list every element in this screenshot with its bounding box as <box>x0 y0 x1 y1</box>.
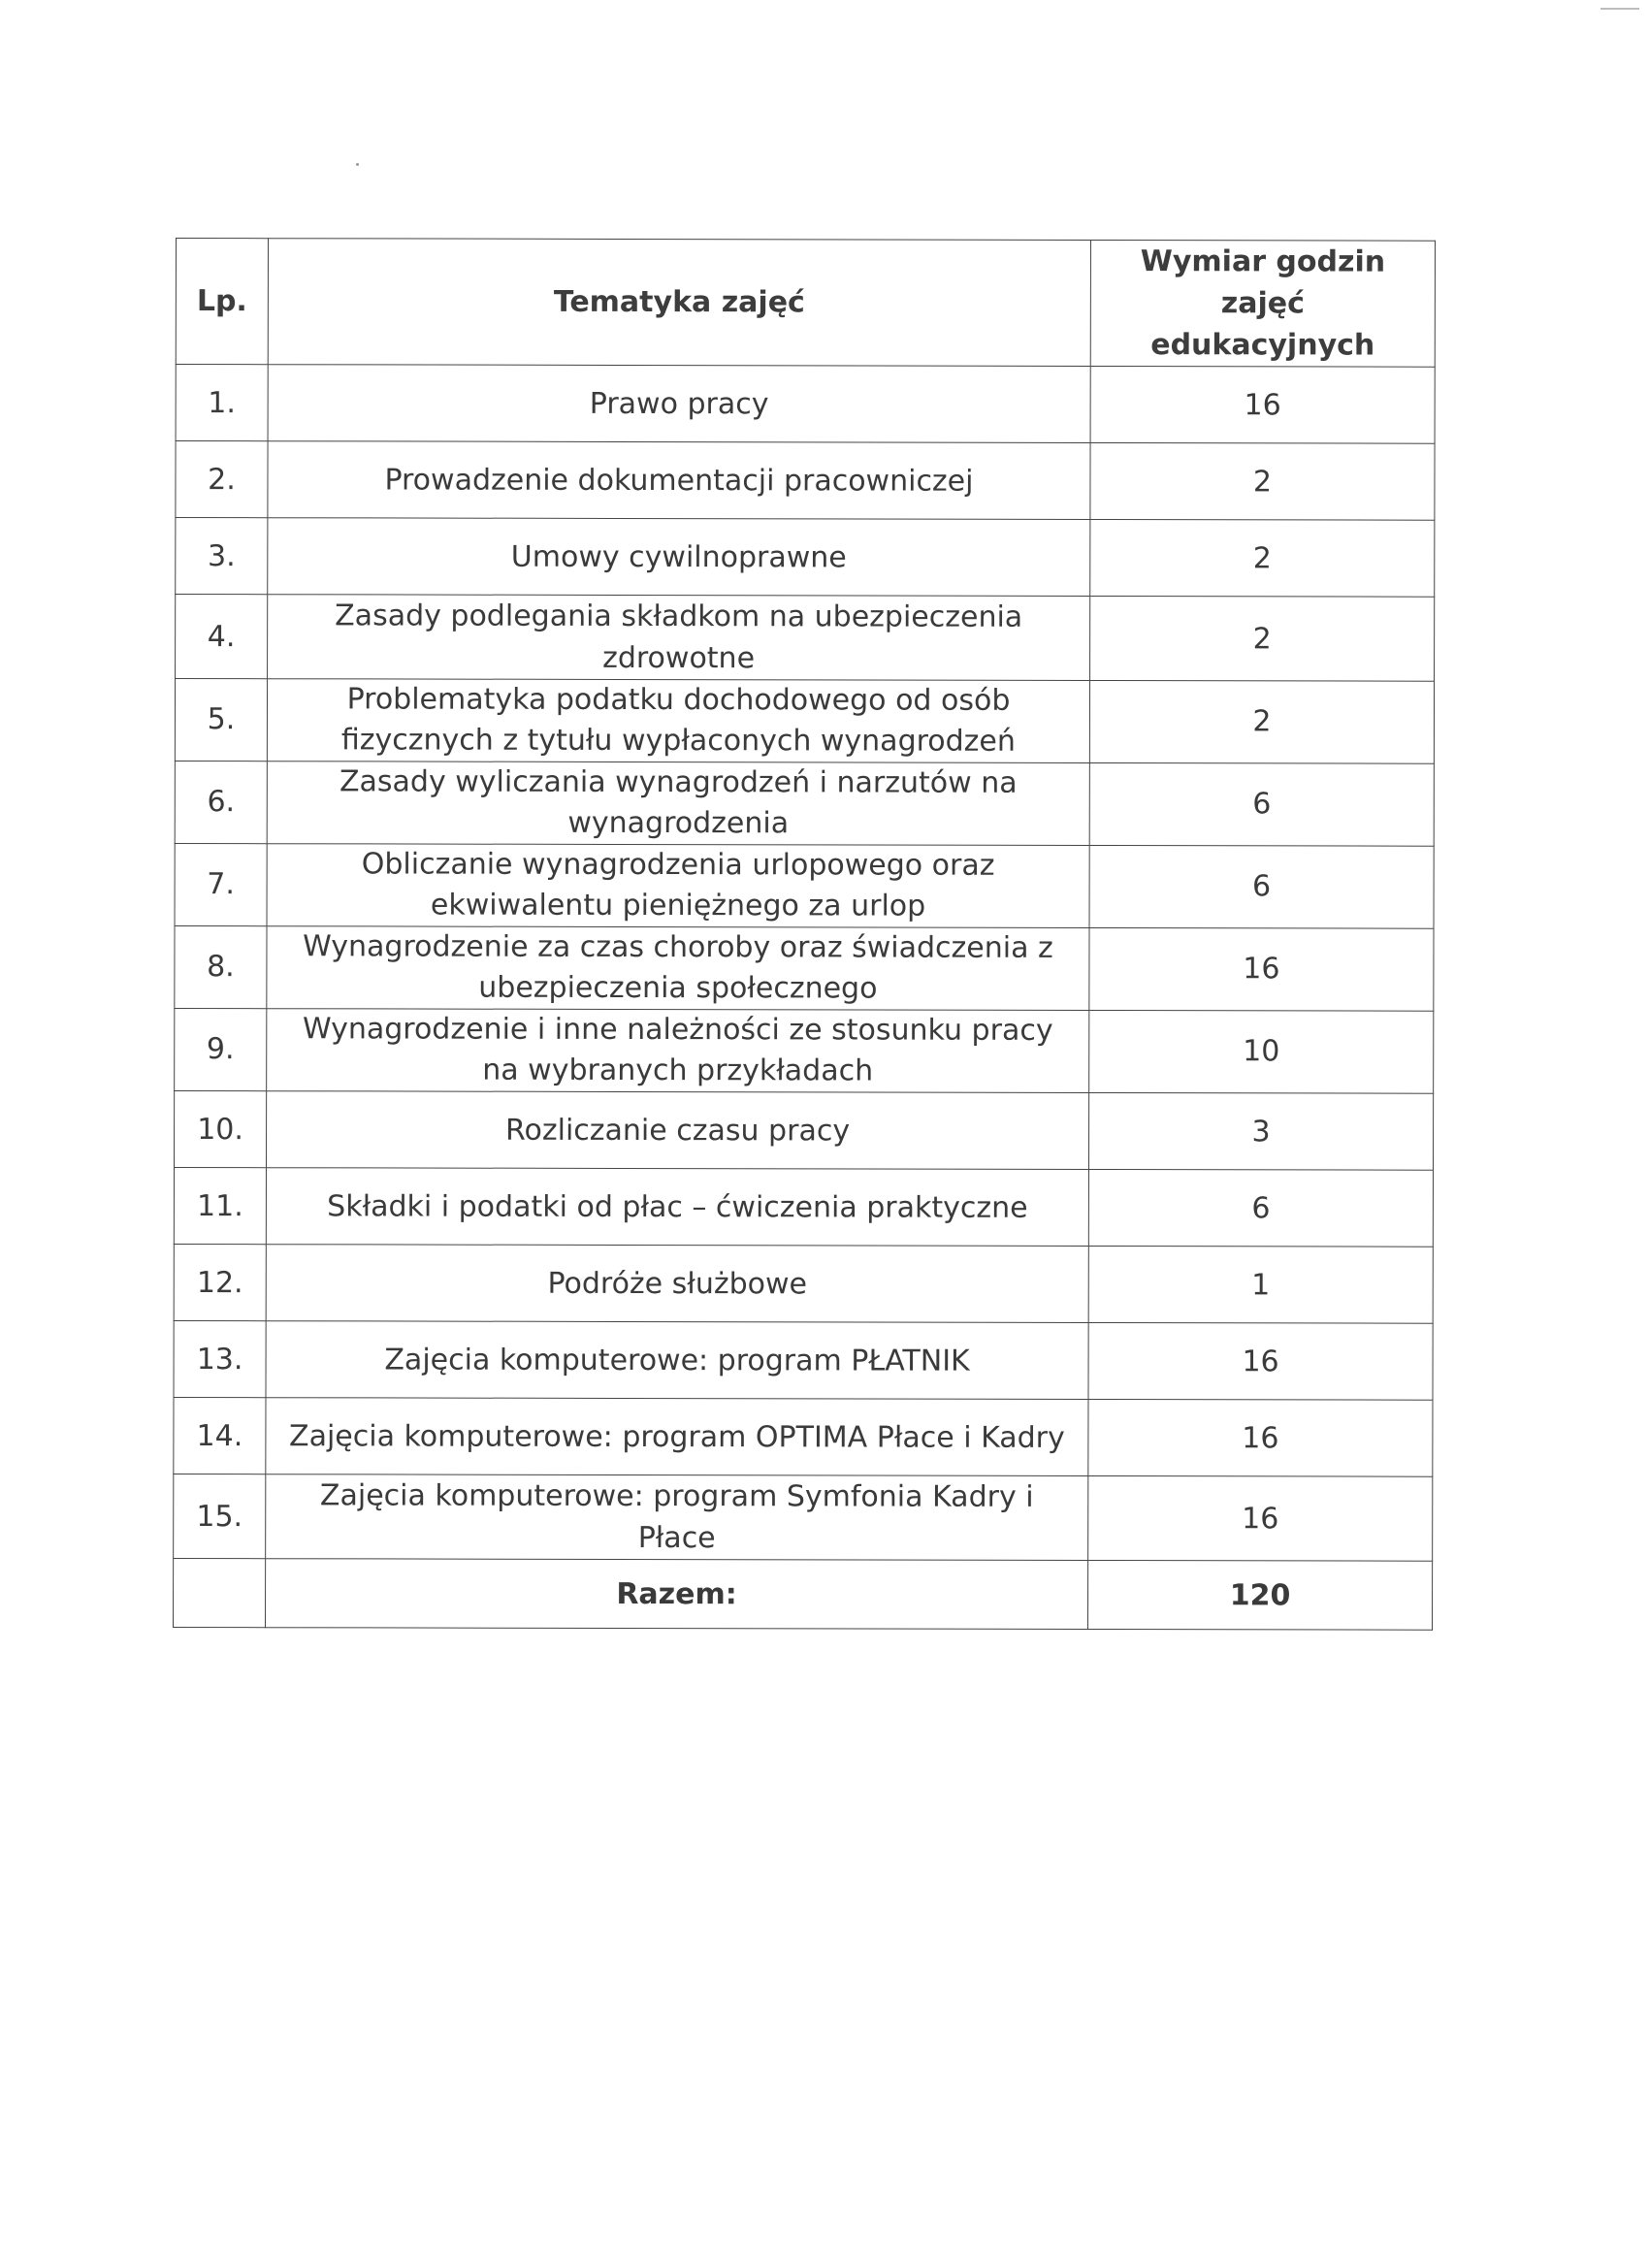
header-lp: Lp. <box>176 239 268 365</box>
row-topic: Wynagrodzenie i inne należności ze stosunku pracy na wybranych przykładach <box>267 1009 1089 1093</box>
row-hours: 16 <box>1088 1322 1433 1400</box>
row-number: 5. <box>175 679 267 761</box>
row-topic: Składki i podatki od płac – ćwiczenia praktyczne <box>266 1168 1088 1247</box>
table-row <box>174 1167 1433 1247</box>
total-hours: 120 <box>1087 1560 1432 1630</box>
row-hours: 2 <box>1089 680 1434 763</box>
table-row <box>174 1244 1433 1323</box>
row-topic: Prowadzenie dokumentacji pracowniczej <box>268 441 1090 520</box>
row-topic: Podróże służbowe <box>266 1245 1088 1323</box>
header-topic: Tematyka zajęć <box>268 239 1090 367</box>
row-hours: 1 <box>1088 1246 1433 1323</box>
row-number: 4. <box>176 595 268 679</box>
table-row <box>175 843 1434 928</box>
row-topic: Wynagrodzenie za czas choroby oraz świadczenia z ubezpieczenia społecznego <box>267 926 1089 1011</box>
table-row <box>174 1474 1433 1561</box>
row-hours: 3 <box>1088 1092 1433 1170</box>
row-topic: Rozliczanie czasu pracy <box>266 1091 1088 1170</box>
row-topic: Zajęcia komputerowe: program OPTIMA Płace i Kadry <box>266 1398 1088 1476</box>
row-hours: 6 <box>1088 1169 1433 1247</box>
table-row <box>175 679 1434 764</box>
row-hours: 16 <box>1088 1475 1433 1561</box>
course-schedule-table <box>173 238 1436 1631</box>
row-topic: Zajęcia komputerowe: program PŁATNIK <box>266 1321 1088 1400</box>
table-row <box>176 365 1435 444</box>
total-lp <box>173 1558 265 1627</box>
table-row <box>176 595 1435 682</box>
row-number: 3. <box>176 518 268 595</box>
row-topic: Zasady podlegania składkom na ubezpieczenia zdrowotne <box>268 595 1090 681</box>
row-number: 9. <box>175 1008 267 1090</box>
row-hours: 2 <box>1090 519 1435 597</box>
row-topic: Umowy cywilnoprawne <box>268 518 1090 597</box>
header-hours: Wymiar godzin zajęć edukacyjnych <box>1090 240 1435 367</box>
table-row <box>176 441 1435 521</box>
course-schedule-table-wrapper <box>173 238 1435 1631</box>
total-label: Razem: <box>265 1559 1087 1630</box>
row-number: 2. <box>176 441 268 518</box>
row-topic: Prawo pracy <box>268 365 1090 443</box>
table-row <box>175 925 1434 1011</box>
row-number: 6. <box>175 761 267 843</box>
row-hours: 2 <box>1090 442 1435 520</box>
row-hours: 16 <box>1089 927 1434 1011</box>
row-topic: Zasady wyliczania wynagrodzeń i narzutów na wynagrodzenia <box>267 761 1089 846</box>
row-number: 13. <box>174 1320 266 1397</box>
row-topic: Obliczanie wynagrodzenia urlopowego oraz ekwiwalentu pieniężnego za urlop <box>267 844 1089 928</box>
row-number: 12. <box>174 1244 266 1320</box>
row-number: 7. <box>175 843 267 925</box>
scan-edge-mark <box>1600 8 1639 10</box>
total-row <box>173 1558 1432 1630</box>
table-row <box>174 1320 1433 1400</box>
row-hours: 6 <box>1089 762 1434 846</box>
table-row <box>175 761 1434 846</box>
row-hours: 10 <box>1089 1010 1434 1093</box>
row-number: 1. <box>176 365 268 441</box>
table-row <box>174 1090 1433 1170</box>
row-number: 10. <box>174 1090 266 1167</box>
table-header-row <box>176 239 1435 368</box>
row-hours: 16 <box>1088 1399 1433 1476</box>
table-row <box>176 518 1435 598</box>
row-topic: Zajęcia komputerowe: program Symfonia Kadry i Płace <box>266 1474 1088 1561</box>
row-hours: 16 <box>1090 366 1435 443</box>
row-topic: Problematyka podatku dochodowego od osób fizycznych z tytułu wypłaconych wynagrodzeń <box>267 679 1089 763</box>
table-row <box>174 1397 1433 1476</box>
row-hours: 2 <box>1090 596 1435 681</box>
row-number: 15. <box>174 1474 266 1558</box>
row-hours: 6 <box>1089 845 1434 928</box>
row-number: 11. <box>174 1167 266 1244</box>
scan-speck <box>356 163 359 166</box>
row-number: 14. <box>174 1397 266 1474</box>
row-number: 8. <box>175 925 267 1008</box>
table-row <box>175 1008 1434 1093</box>
